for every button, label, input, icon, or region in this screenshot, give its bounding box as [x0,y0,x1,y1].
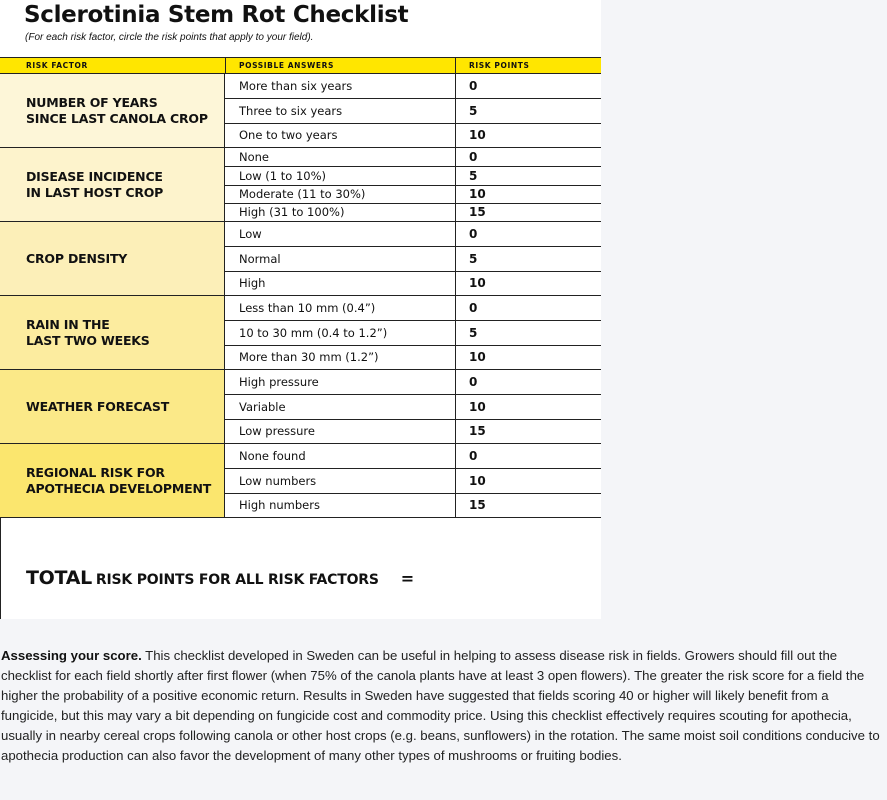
risk-factor-label: WEATHER FORECAST [0,370,225,443]
column-divider [455,395,456,418]
answer-row [225,345,601,369]
answer-row [225,246,601,270]
column-divider [455,444,456,468]
answer-row [225,320,601,344]
column-header-risk-points: RISK POINTS [469,61,530,70]
answer-row [225,394,601,418]
column-divider [455,148,456,166]
subtitle: (For each risk factor, circle the risk points that apply to your field). [25,32,314,43]
paragraph-body: This checklist developed in Sweden can be useful in helping to assess disease risk in fields. Growers should fill out the checklist for each field shortly after first flower (when 75% of the canola plants have at least 3 open flowers). The greater the risk score for a field the higher the probability of a positive economic return. Results in Sweden have suggested that fields scoring 40 or higher will likely benefit from a fungicide, but this may vary a bit depending on fungicide cost and commodity price. Using this checklist effectively requires scouting for apothecia, usually in nearby cereal crops following canola or other host crops (e.g. beans, sunflowers) in the rotation. The same moist soil conditions conducive to apothecia production can also favor the development of many other types of mushrooms or fruiting bodies. [1,648,880,764]
answer-text: Three to six years [239,103,343,118]
answer-text: None found [239,449,306,464]
total-label: TOTAL [26,567,92,589]
answer-text: Variable [239,399,286,414]
total-equals: = [400,569,415,588]
answer-row [225,123,601,147]
total-text: RISK POINTS FOR ALL RISK FACTORS [95,572,379,588]
column-header-possible-answers: POSSIBLE ANSWERS [239,61,335,70]
answer-text: 10 to 30 mm (0.4 to 1.2”) [239,325,388,340]
column-divider [455,124,456,147]
answer-row [225,271,601,295]
risk-points-value[interactable]: 15 [469,424,486,439]
answer-row [225,148,601,166]
answer-text: More than 30 mm (1.2”) [239,350,379,365]
answer-text: Low pressure [239,424,315,439]
column-divider [455,247,456,270]
risk-factor-group [0,444,601,518]
answer-text: Low numbers [239,473,317,488]
risk-points-value[interactable]: 15 [469,205,486,220]
answer-text: High pressure [239,375,319,390]
column-divider [455,272,456,295]
paragraph-lead: Assessing your score. [1,648,142,663]
risk-factor-group [0,370,601,444]
answer-row [225,370,601,394]
risk-points-value[interactable]: 0 [469,79,478,94]
column-header-risk-factor: RISK FACTOR [26,61,88,70]
column-divider [455,370,456,394]
risk-factor-label: NUMBER OF YEARS SINCE LAST CANOLA CROP [0,74,225,147]
answer-row [225,468,601,492]
risk-points-value[interactable]: 0 [469,375,478,390]
risk-points-value[interactable]: 5 [469,103,478,118]
answer-row [225,493,601,517]
assessment-paragraph [1,646,881,767]
risk-points-value[interactable]: 5 [469,251,478,266]
answer-row [225,203,601,221]
risk-points-value[interactable]: 10 [469,399,486,414]
risk-points-value[interactable]: 0 [469,150,478,165]
answer-text: None [239,150,270,165]
risk-points-value[interactable]: 0 [469,301,478,316]
column-divider [455,186,456,203]
risk-points-value[interactable]: 10 [469,187,486,202]
risk-factor-group [0,222,601,296]
answer-row [225,222,601,246]
answer-text: Normal [239,251,281,266]
column-divider [455,321,456,344]
risk-factor-label: DISEASE INCIDENCE IN LAST HOST CROP [0,148,225,221]
column-divider [455,204,456,221]
answer-text: Less than 10 mm (0.4”) [239,301,376,316]
answer-row [225,419,601,443]
risk-points-value[interactable]: 0 [469,227,478,242]
table-header [0,57,601,74]
answer-text: High [239,276,266,291]
total-line [26,567,414,589]
risk-points-value[interactable]: 10 [469,276,486,291]
risk-points-value[interactable]: 10 [469,350,486,365]
risk-points-value[interactable]: 10 [469,473,486,488]
risk-points-value[interactable]: 0 [469,449,478,464]
answer-text: High (31 to 100%) [239,205,345,220]
column-divider [455,296,456,320]
answer-text: More than six years [239,79,353,94]
column-divider [455,346,456,369]
column-divider [455,420,456,443]
risk-factor-label: CROP DENSITY [0,222,225,295]
risk-factor-label: RAIN IN THE LAST TWO WEEKS [0,296,225,369]
answer-text: Low (1 to 10%) [239,168,327,183]
risk-points-value[interactable]: 5 [469,325,478,340]
risk-factor-label: REGIONAL RISK FOR APOTHECIA DEVELOPMENT [0,444,225,517]
answer-row [225,166,601,184]
answer-text: Low [239,227,262,242]
answer-text: One to two years [239,128,338,143]
column-divider [455,167,456,184]
answer-row [225,98,601,122]
column-divider [455,469,456,492]
header-divider [225,58,226,73]
answer-row [225,296,601,320]
column-divider [455,494,456,517]
column-divider [455,99,456,122]
risk-factor-group [0,296,601,370]
risk-factor-group [0,74,601,148]
answer-row [225,444,601,468]
left-border [0,517,1,619]
answer-text: Moderate (11 to 30%) [239,187,366,202]
answer-text: High numbers [239,498,320,513]
page-title: Sclerotinia Stem Rot Checklist [24,2,409,28]
risk-points-value[interactable]: 5 [469,168,478,183]
header-divider [455,58,456,73]
column-divider [455,222,456,246]
risk-points-value[interactable]: 10 [469,128,486,143]
column-divider [455,74,456,98]
answer-row [225,74,601,98]
risk-factor-group [0,148,601,222]
risk-points-value[interactable]: 15 [469,498,486,513]
answer-row [225,185,601,203]
